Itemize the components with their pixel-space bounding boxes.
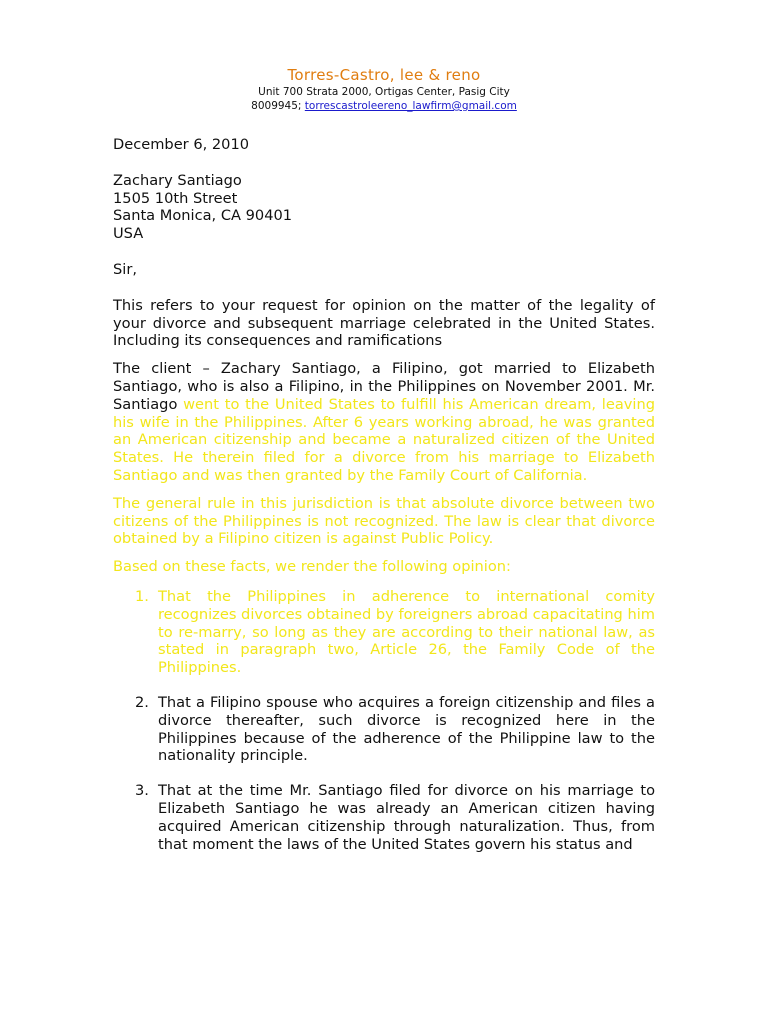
salutation: Sir,	[113, 260, 137, 278]
letter-body	[113, 136, 655, 870]
opinion-number: 1.	[135, 587, 149, 605]
recipient-city: Santa Monica, CA 90401	[113, 207, 293, 225]
firm-address: Unit 700 Strata 2000, Ortigas Center, Pasig City	[258, 86, 510, 98]
opinion-item-3	[113, 782, 655, 853]
general-rule-paragraph: The general rule in this jurisdiction is that absolute divorce between two citizens of the Philippines is not recognized. The law is clear that divorce obtained by a Filipino citizen is against Public Policy.	[113, 494, 655, 548]
recipient-address	[113, 172, 655, 243]
opinion-number: 3.	[135, 782, 149, 800]
opinion-item-1	[113, 588, 655, 677]
opinion-item-2	[113, 694, 655, 765]
firm-phone: 8009945;	[251, 100, 305, 112]
facts-highlighted-text: went to the United States to fulfill his American dream, leaving his wife in the Philippines. After 6 years working abroad, he was granted an American citizenship and became a naturalized citizen of the United States. He therein filed for a divorce from his marriage to Elizabeth Santiago and was then granted by the Family Court of California.	[113, 395, 655, 484]
opinion-text: That a Filipino spouse who acquires a foreign citizenship and files a divorce thereafter, such divorce is recognized here in the Philippines because of the adherence of the Philippine law to the nationality principle.	[158, 693, 655, 765]
facts-paragraph	[113, 360, 655, 485]
facts-start-text: The client – Zachary Santiago, a Filipino, got married to Elizabeth Santiago, who is also a Filipino, in the Philippines on November 2001. Mr. Santiago	[113, 360, 655, 413]
opinion-text: That at the time Mr. Santiago filed for divorce on his marriage to Elizabeth Santiago he was already an American citizen having acquired American citizenship through naturalization. Thus, from that moment the laws of the United States govern his status and	[158, 782, 655, 853]
recipient-street: 1505 10th Street	[113, 189, 238, 207]
intro-paragraph: This refers to your request for opinion on the matter of the legality of your divorce and subsequent marriage celebrated in the United States. Including its consequences and ramifications	[113, 296, 655, 350]
letterhead	[0, 66, 768, 113]
recipient-name: Zachary Santiago	[113, 171, 242, 189]
recipient-country: USA	[113, 225, 144, 243]
opinion-number: 2.	[135, 693, 149, 711]
firm-contact	[0, 99, 768, 113]
opinion-list	[113, 588, 655, 853]
opinion-intro: Based on these facts, we render the following opinion:	[113, 558, 511, 576]
firm-name: Torres-Castro, lee & reno	[287, 66, 481, 84]
opinion-text: That the Philippines in adherence to international comity recognizes divorces obtained by foreigners abroad capacitating him to re-marry, so long as they are according to their national law, as stated in paragraph two, Article 26, the Family Code of the Philippines.	[158, 587, 655, 677]
firm-email-link[interactable]: torrescastroleereno_lawfirm@gmail.com	[304, 100, 517, 112]
letter-date: December 6, 2010	[113, 136, 250, 153]
